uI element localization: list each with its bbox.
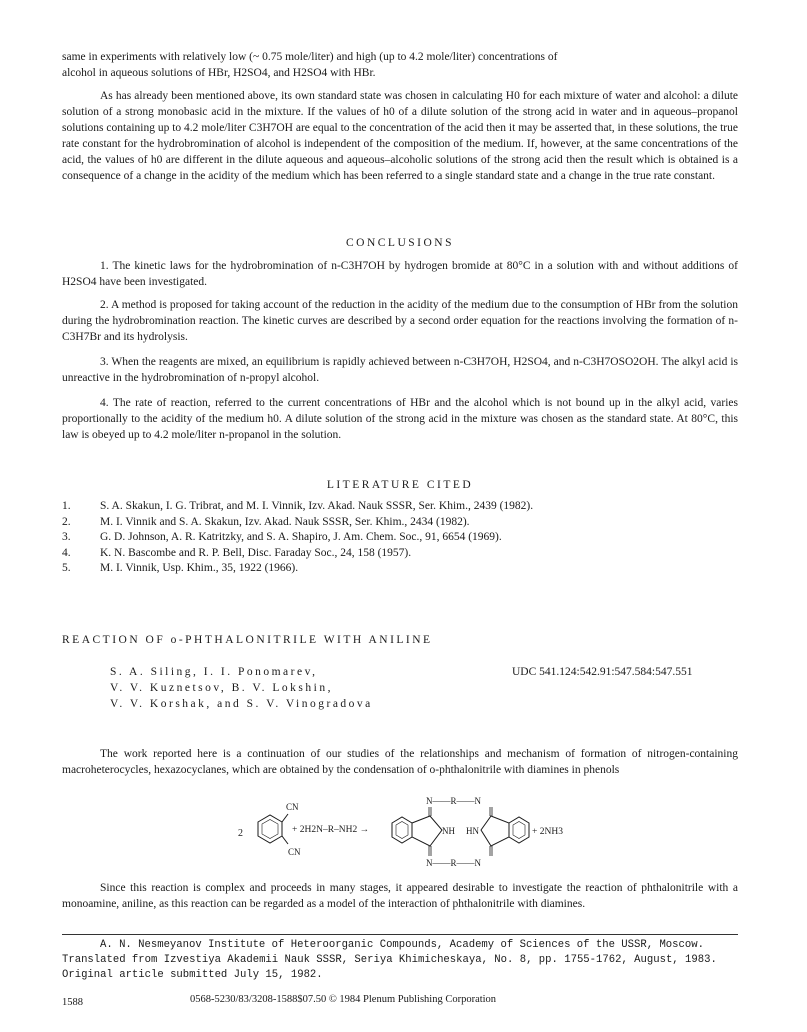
author-line: V. V. Korshak, and S. V. Vinogradova [110,698,373,710]
reference-item: 4. K. N. Bascombe and R. P. Bell, Disc. Faraday Soc., 24, 158 (1957). [62,546,412,559]
reference-item: 1. S. A. Skakun, I. G. Tribrat, and M. I. Vinnik, Izv. Akad. Nauk SSSR, Ser. Khim., 2439 (1982). [62,500,534,512]
scheme-byproduct: + 2NH3 [532,827,563,837]
intro-paragraph-1 [62,49,738,81]
nh-left: NH [442,826,455,836]
copyright-line: 0568-5230/83/3208-1588$07.50 © 1984 Plenum Publishing Corporation [190,994,497,1005]
intro-line-1: same in experiments with relatively low (~ 0.75 mole/liter) and high (up to 4.2 mole/liter) concentrations of [62,51,558,63]
page-number: 1588 [62,997,83,1008]
reference-list [62,499,738,577]
reference-item: 3. G. D. Johnson, A. R. Katritzky, and S. A. Shapiro, J. Am. Chem. Soc., 91, 6654 (1969). [62,531,502,543]
nh-right: HN [466,826,479,836]
bridge-bottom: N——R——N [426,858,482,868]
footnote [62,938,738,983]
cn-group-top: CN [286,802,299,812]
conclusions-heading: CONCLUSIONS [345,237,454,249]
article-paragraph-2: Since this reaction is complex and proceeds in many stages, it appeared desirable to investigate the reaction of phthalonitrile with a monoamine, aniline, as this reaction can be regarded as a model of the interaction of phthalonitrile with diamines. [62,882,738,910]
article-intro-paragraph: The work reported here is a continuation of our studies of the relationships and mechanism of formation of nitrogen-containing macroheterocycles, hexazocyclanes, which are obtained by the condensation of o-phthalonitrile with diamines in phenols [62,748,738,776]
reference-item: 5. M. I. Vinnik, Usp. Khim., 35, 1922 (1966). [62,562,299,574]
article-title: REACTION OF o-PHTHALONITRILE WITH ANILINE [62,634,433,646]
footnote-rule [62,934,738,935]
footnote-line: Translated from Izvestiya Akademii Nauk SSSR, Seriya Khimicheskaya, No. 8, pp. 1755-1762, August, 1983. [62,954,717,966]
conclusion-item-4: 4. The rate of reaction, referred to the current concentrations of HBr and the alcohol which is not bound up in the alkyl acid, varies proportionally to the acidity of the medium h0. A dilute solution of the strong acid in the mixture was chosen as the standard state. At 80°C, this law is obeyed up to 4.2 mole/liter n-propanol in the solution. [62,397,738,441]
scheme-reagent: + 2H2N–R–NH2 → [292,825,370,835]
benzene-ring-product-right [509,817,529,843]
author-list [110,664,490,712]
conclusion-item-2: 2. A method is proposed for taking account of the reduction in the acidity of the medium due to the consumption of HBr from the solution during the hydrobromination reaction. The kinetic curves are described by a second order equation for the reactions involving the formation of n-C3H7Br and its hydrolysis. [62,299,738,343]
bridge-top: N——R——N [426,796,482,806]
conclusion-item-1: 1. The kinetic laws for the hydrobromination of n-C3H7OH by hydrogen bromide at 80°C in a solution with and without additions of H2SO4 have been investigated. [62,260,738,288]
intro-paragraph-2: As has already been mentioned above, its own standard state was chosen in calculating H0 for each mixture of water and alcohol: a dilute solution of a strong monobasic acid in the mixture. If the values of h0 of a dilute solution of the strong acid in water and in aqueous–propanol solutions containing up to 4.2 mole/liter C3H7OH are equal to the concentration of the acid then it may be asserted that, in these solutions, the true rate constant for the hydrobromination of alcohol is independent of the composition of the medium. If, however, at the same concentrations of the acid, the values of h0 are different in the dilute aqueous and aqueous–alcoholic solutions of the strong acid then the result which is obtained is a consequence of a change in the acidity of the medium which has been referred to a single standard state and a change in the true rate constant. [62,90,738,182]
conclusion-item-3: 3. When the reagents are mixed, an equilibrium is rapidly achieved between n-C3H7OH, H2SO4, and n-C3H7OSO2OH. The alkyl acid is unreactive in the hydrobromination of n-propyl alcohol. [62,356,738,384]
reaction-scheme [230,794,590,870]
footnote-line: Original article submitted July 15, 1982. [62,969,323,981]
footnote-line: A. N. Nesmeyanov Institute of Heteroorganic Compounds, Academy of Sciences of the USSR, Moscow. [100,939,704,951]
literature-heading: LITERATURE CITED [326,479,474,491]
intro-line-2: alcohol in aqueous solutions of HBr, H2SO4, and H2SO4 with HBr. [62,67,376,79]
author-line: S. A. Siling, I. I. Ponomarev, [110,666,318,678]
udc-code: UDC 541.124:542.91:547.584:547.551 [512,666,693,678]
benzene-ring-product-left [392,817,412,843]
author-line: V. V. Kuznetsov, B. V. Lokshin, [110,682,333,694]
cn-group-bottom: CN [288,847,301,857]
reference-item: 2. M. I. Vinnik and S. A. Skakun, Izv. Akad. Nauk SSSR, Ser. Khim., 2434 (1982). [62,515,470,528]
scheme-coefficient: 2 [238,828,243,839]
